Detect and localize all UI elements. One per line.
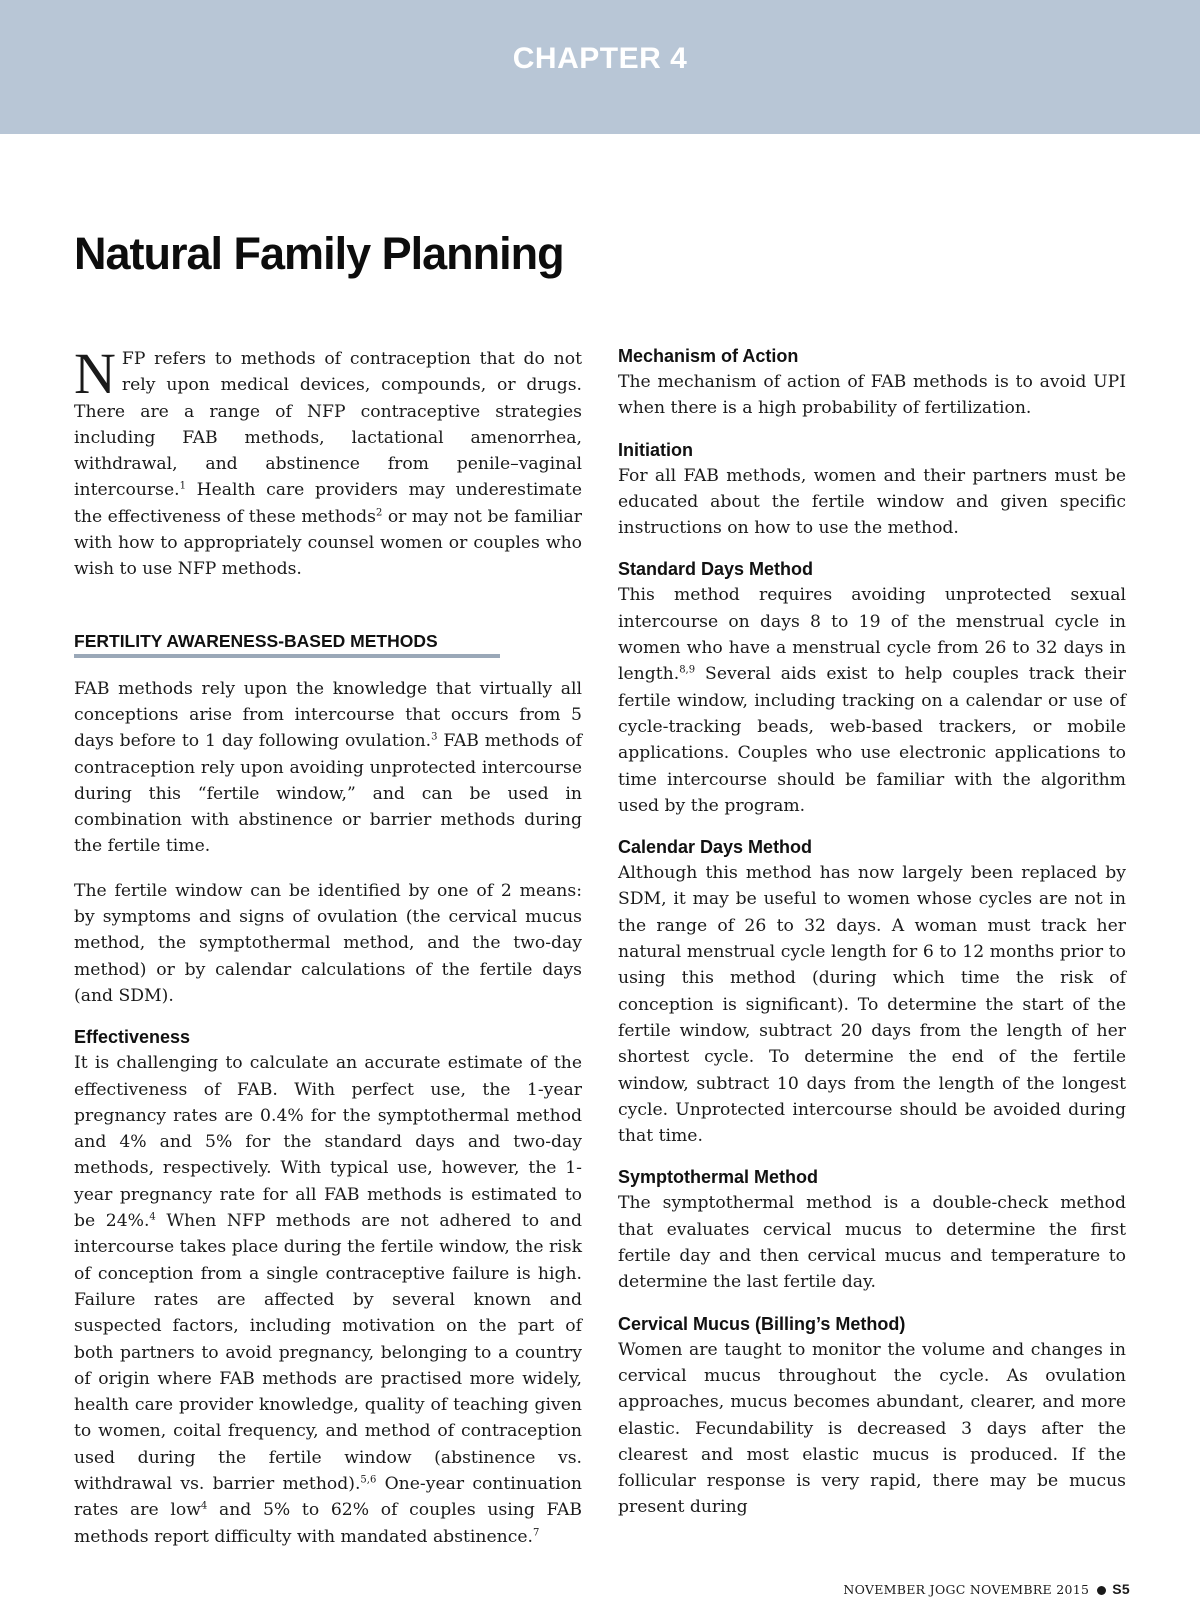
citation: 4 <box>200 1500 208 1512</box>
page-footer <box>843 1581 1130 1597</box>
fab-paragraph-2: The fertile window can be identified by one of 2 means: by symptoms and signs of ovulation (the cervical mucus method, the symptothermal method, and the two-day method) or by calendar calculations of the fertile days (and SDM). <box>74 880 582 1006</box>
citation: 3 <box>431 731 438 743</box>
subheading-sdm: Standard Days Method <box>618 559 814 580</box>
citation: 5,6 <box>360 1474 377 1486</box>
subheading-mechanism: Mechanism of Action <box>618 346 799 366</box>
journal-name: NOVEMBER JOGC NOVEMBRE 2015 <box>843 1582 1090 1597</box>
intro-text-a: FP refers to methods of contraception that do not rely upon medical devices, compounds, or drugs. There are a range of NFP contraceptive strategies including FAB methods, lactational amenorrhea, withdrawal, and abstinence from penile–vaginal intercourse. <box>74 349 582 501</box>
fab-paragraph-1 <box>74 676 582 860</box>
subheading-calendar: Calendar Days Method <box>618 837 813 858</box>
fab-text-b: FAB methods of contraception rely upon avoiding unprotected intercourse during this “fertile window,” and can be used in combination with abstinence or barrier methods during the fertile time. <box>74 731 582 857</box>
chapter-label: CHAPTER 4 <box>512 42 688 75</box>
citation: 4 <box>149 1211 156 1223</box>
drop-cap: N <box>74 341 116 406</box>
bullet-dot <box>1097 1586 1106 1595</box>
subheading-initiation: Initiation <box>618 439 693 460</box>
page-number: S5 <box>1112 1581 1130 1597</box>
cervical-mucus-paragraph: Women are taught to monitor the volume and changes in cervical mucus throughout the cycle. As ovulation approaches, mucus becomes abundant, clearer, and more elastic. Fecundability is decreased 3 days after the clearest and most elastic mucus is produced. If the follicular response is very rapid, there may be mucus present during <box>618 1339 1126 1518</box>
subheading-symptothermal: Symptothermal Method <box>618 1167 819 1188</box>
symptothermal-paragraph: The symptothermal method is a double-check method that evaluates cervical mucus to determine the first fertile day and then cervical mucus and temperature to determine the last fertile day. <box>618 1193 1126 1293</box>
page-title: Natural Family Planning <box>74 228 564 279</box>
subheading-effectiveness: Effectiveness <box>74 1027 191 1048</box>
subheading-cervical-mucus: Cervical Mucus (Billing’s Method) <box>618 1313 906 1334</box>
sdm-paragraph <box>618 582 1126 819</box>
effectiveness-paragraph <box>74 1050 582 1550</box>
effectiveness-text-b: When NFP methods are not adhered to and intercourse takes place during the fertile window, the risk of conception from a single contraceptive failure is high. Failure rates are affected by several known and suspected factors, including motivation on the part of both partners to avoid pregnancy, belonging to a country of origin where FAB methods are practised more widely, health care provider knowledge, quality of teaching given to women, coital frequency, and method of contraception used during the fertile window (abstinence vs. withdrawal vs. barrier method). <box>74 1211 582 1494</box>
left-column <box>74 341 582 1568</box>
fab-text-a: FAB methods rely upon the knowledge that virtually all conceptions arise from intercourse that occurs from 5 days before to 1 day following ovulation. <box>74 678 582 752</box>
citation: 7 <box>533 1526 540 1538</box>
mechanism-paragraph: The mechanism of action of FAB methods is to avoid UPI when there is a high probability of fertilization. <box>618 372 1126 419</box>
intro-paragraph <box>74 341 582 583</box>
citation: 8,9 <box>679 664 696 676</box>
intro-text-c: or may not be familiar with how to appropriately counsel women or couples who wish to use NFP methods. <box>74 506 582 580</box>
calendar-paragraph: Although this method has now largely been replaced by SDM, it may be useful to women whose cycles are not in the range of 26 to 32 days. A woman must track her natural menstrual cycle length for 6 to 12 months prior to using this method (during which time the risk of conception is significant). To determine the start of the fertile window, subtract 20 days from the length of her shortest cycle. To determine the end of the fertile window, subtract 10 days from the length of the longest cycle. Unprotected intercourse should be avoided during that time. <box>618 863 1126 1147</box>
citation: 2 <box>375 507 383 519</box>
initiation-paragraph: For all FAB methods, women and their partners must be educated about the fertile window and given specific instructions on how to use the method. <box>618 465 1126 539</box>
effectiveness-text-a: It is challenging to calculate an accurate estimate of the effectiveness of FAB. With perfect use, the 1-year pregnancy rates are 0.4% for the symptothermal method and 4% and 5% for the standard days and two-day methods, respectively. With typical use, however, the 1-year pregnancy rate for all FAB methods is estimated to be 24%. <box>74 1053 582 1232</box>
sdm-text-a: This method requires avoiding unprotected sexual intercourse on days 8 to 19 of the menstrual cycle in women who have a menstrual cycle from 26 to 32 days in length. <box>618 585 1126 685</box>
intro-text-b: Health care providers may underestimate the effectiveness of these methods <box>74 480 582 527</box>
section-heading-fab: FERTILITY AWARENESS-BASED METHODS <box>74 631 500 658</box>
sdm-text-b: Several aids exist to help couples track their fertile window, including tracking on a calendar or use of cycle-tracking beads, web-based trackers, or mobile applications. Couples who use electronic applications to time intercourse should be familiar with the algorithm used by the program. <box>618 664 1126 816</box>
effectiveness-text-c: One-year continuation rates are low <box>74 1473 582 1521</box>
citation: 1 <box>179 480 186 492</box>
right-column <box>618 346 1126 1539</box>
effectiveness-text-d: and 5% to 62% of couples using FAB methods report difficulty with mandated abstinence. <box>74 1500 582 1547</box>
